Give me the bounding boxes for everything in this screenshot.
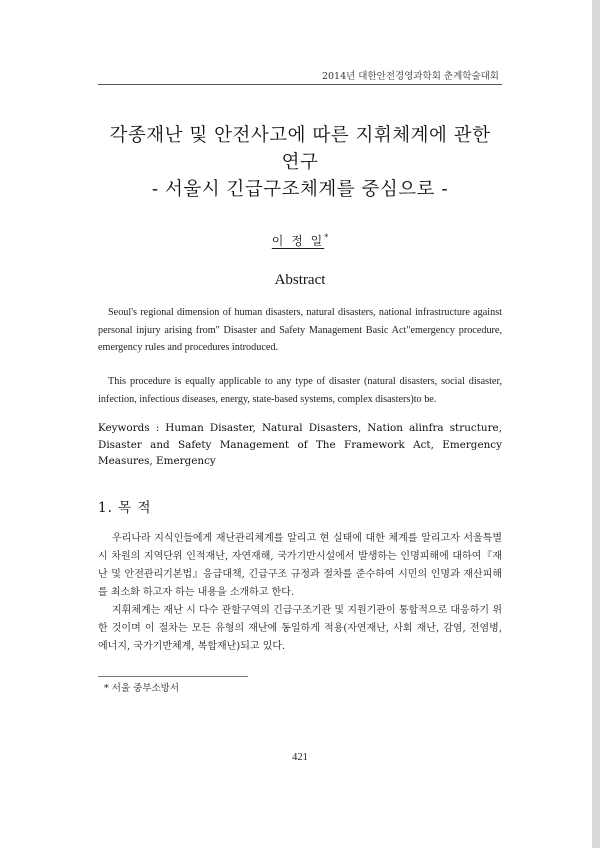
author-line [0, 232, 600, 249]
keywords: Keywords : Human Disaster, Natural Disasters, Nation alinfra structure, Disaster and Safety Management of The Framework Act, Emergency Measures, Emergency [98, 422, 502, 467]
title-line-2: 연구 [281, 152, 319, 173]
footnote: * 서울 중부소방서 [104, 683, 180, 694]
section-heading: 1. 목 적 [98, 500, 152, 516]
header-rule [98, 84, 502, 85]
title-line-1: 각종재난 및 안전사고에 따른 지휘체계에 관한 [109, 125, 491, 146]
page-edge [592, 0, 600, 848]
paper-title [98, 122, 502, 203]
body-paragraph-1: 우리나라 지식인들에게 재난관리체계를 알리고 현 실태에 대한 체계를 알리고자 서울특별시 차원의 지역단위 인적재난, 자연재해, 국가기반시설에서 발생하는 인명피해에 대하여『재난 및 안전관리기본법』응급대책, 긴급구조 규정과 절차를 준수하여 시민의 인명과 재산피해를 최소화 하고자 하는 내용을 소개하고 한다. [98, 533, 502, 598]
author-name: 이 정 일 [271, 234, 325, 248]
page-number: 421 [292, 752, 308, 763]
body-paragraph-2: 지휘체계는 재난 시 다수 관할구역의 긴급구조기관 및 지원기관이 통합적으로 대응하기 위한 것이며 이 절차는 모든 유형의 재난에 동일하게 적용(자연재난, 사회 재난, 감염, 전염병, 에너지, 국가기반체계, 복합재난)되고 있다. [98, 605, 502, 652]
running-header: 2014년 대한안전경영과학회 춘계학술대회 [321, 71, 499, 82]
title-subtitle: - 서울시 긴급구조체계를 중심으로 - [151, 179, 449, 200]
footnote-rule [98, 676, 248, 677]
abstract-paragraph-2: This procedure is equally applicable to any type of disaster (natural disasters, social disaster, infection, infectious diseases, energy, state-based systems, complex disasters)to be. [98, 376, 502, 405]
abstract-paragraph-1: Seoul's regional dimension of human disasters, natural disasters, national infrastructure against personal injury arising from" Disaster and Safety Management Basic Act"emergency procedure, emergency rules and procedures introduced. [98, 307, 502, 353]
author-footnote-mark: * [324, 233, 329, 242]
abstract-heading: Abstract [274, 272, 326, 288]
